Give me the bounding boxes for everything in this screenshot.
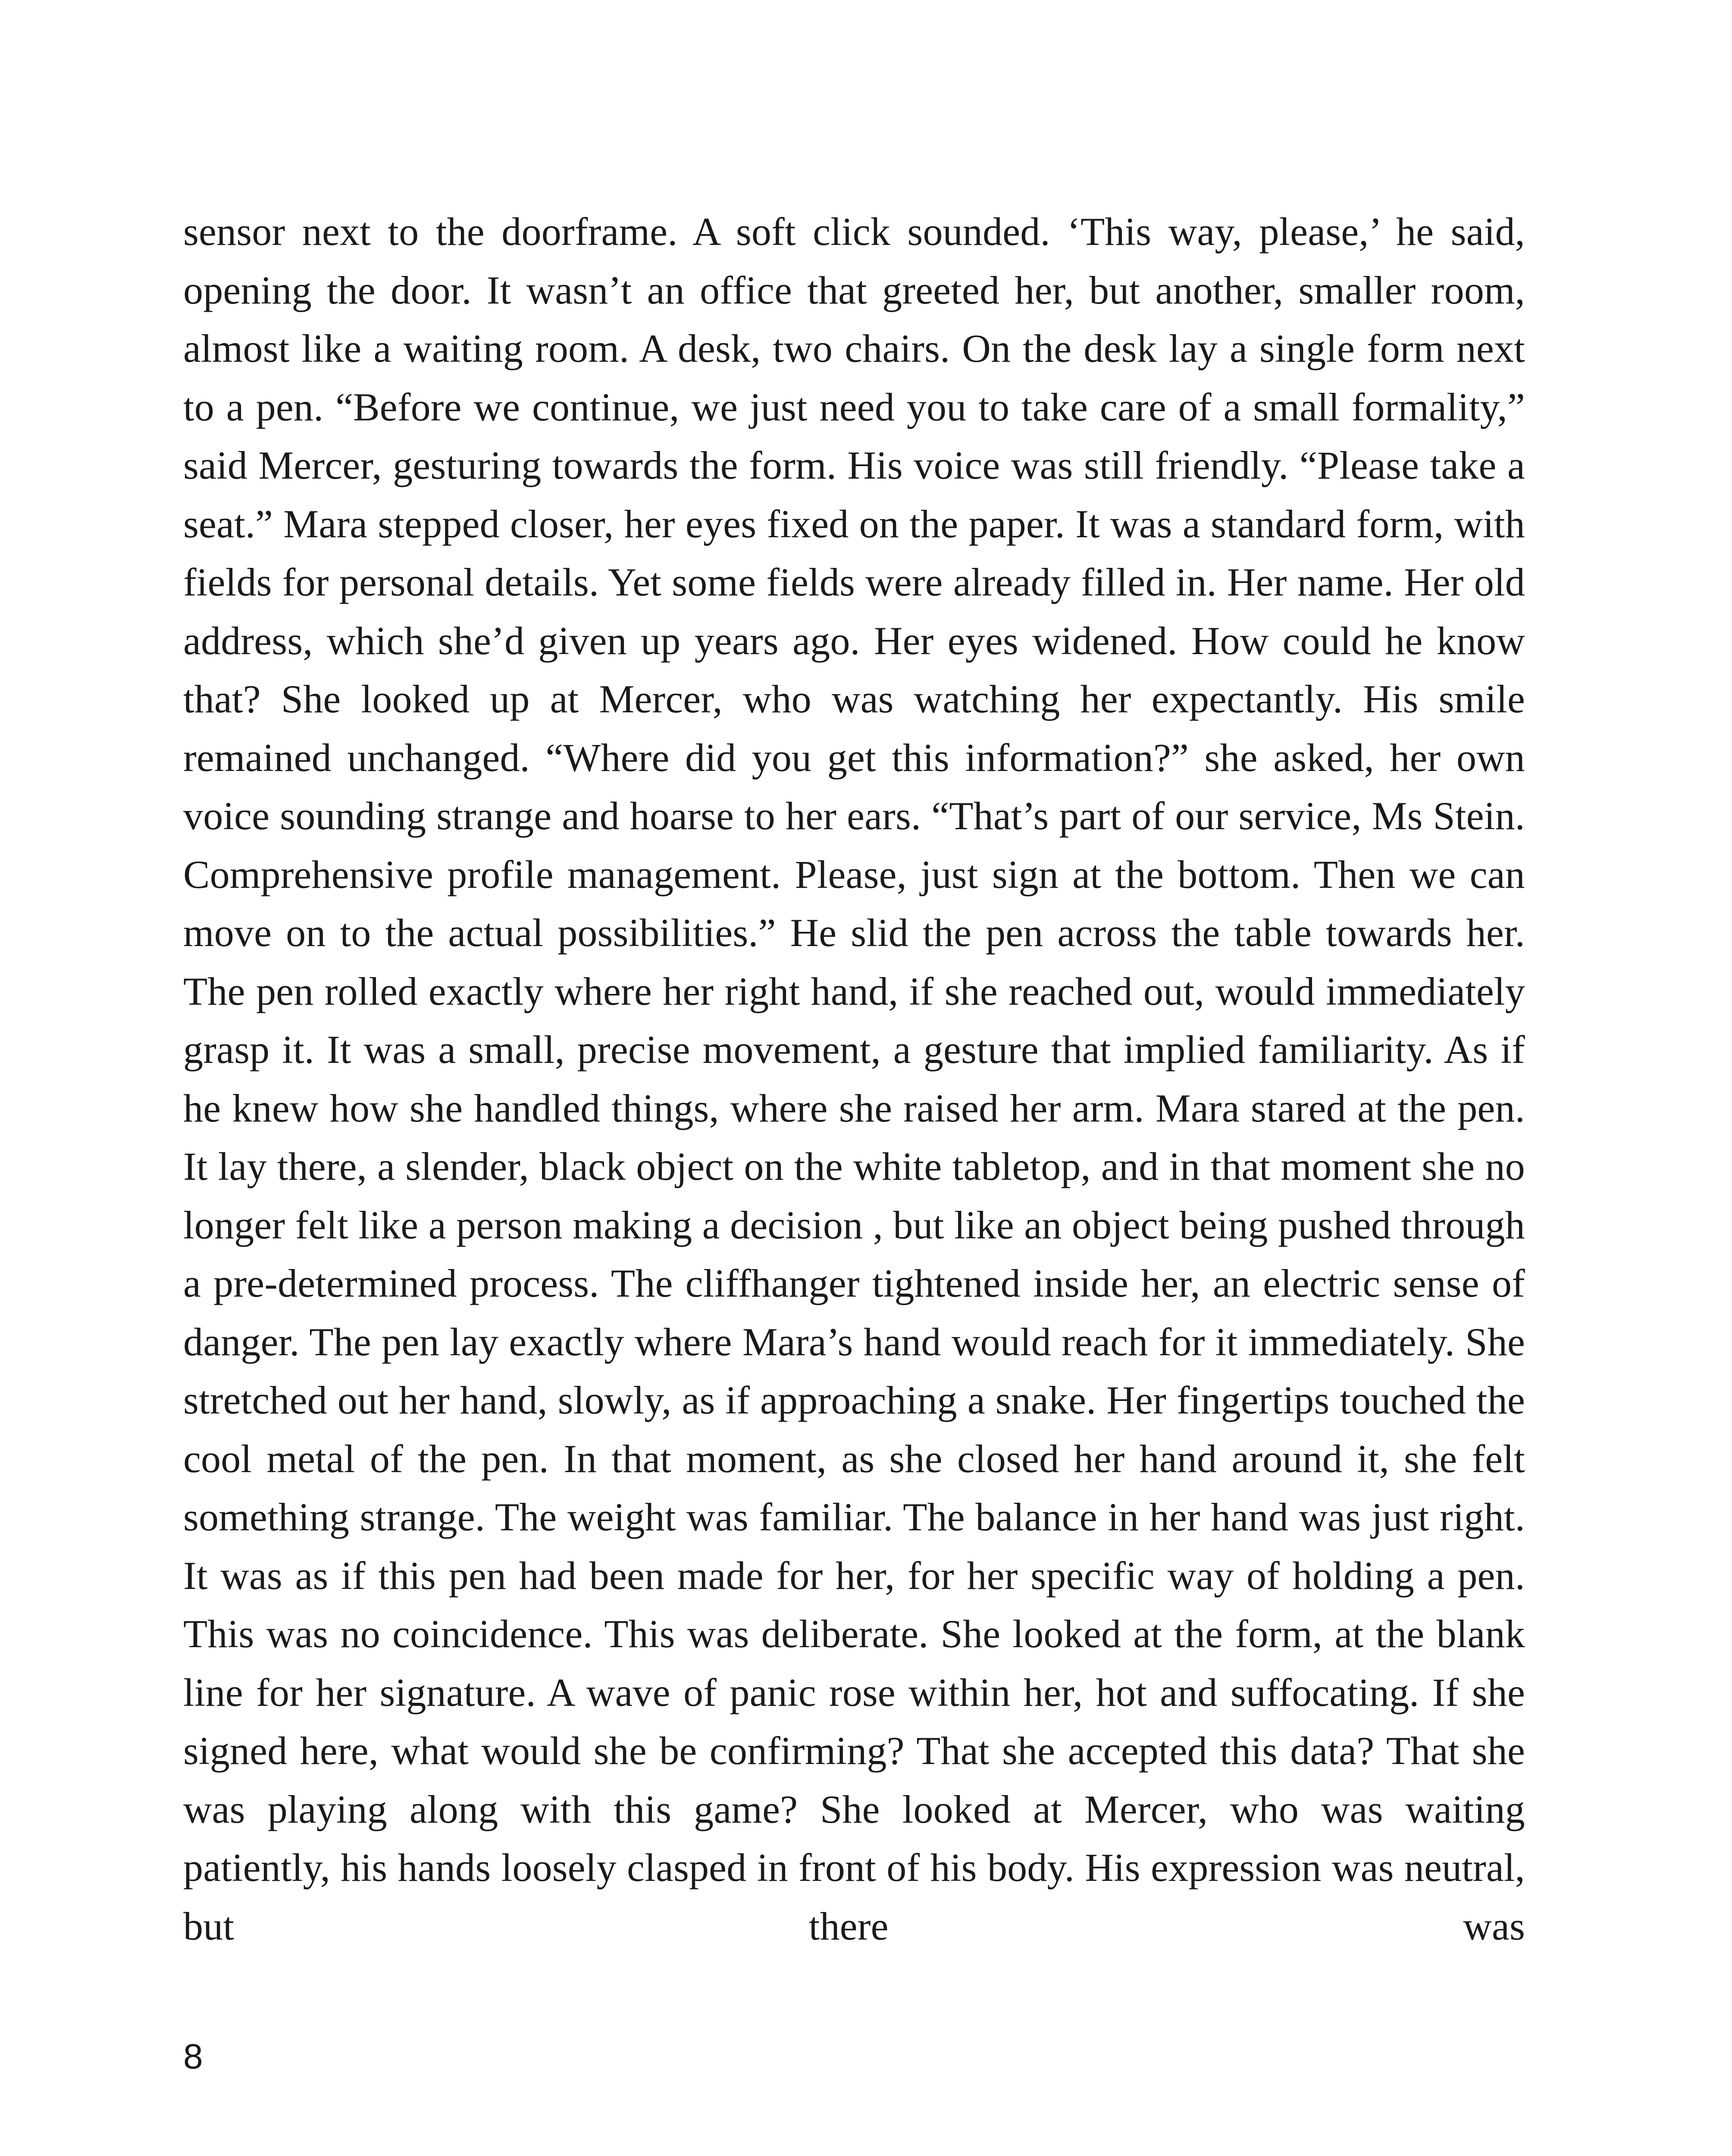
page-number: 8 <box>183 2037 203 2076</box>
body-paragraph: sensor next to the doorframe. A soft click sounded. ‘This way, please,’ he said, opening the door. It wasn’t an office that greeted her, but another, smaller room, almost like a waiting room. A desk, two chairs. On the desk lay a single form next to a pen. “Before we continue, we just need you to take care of a small formality,” said Mercer, gesturing towards the form. His voice was still friendly. “Please take a seat.” Mara stepped closer, her eyes fixed on the paper. It was a standard form, with fields for personal details. Yet some fields were already filled in. Her name. Her old address, which she’d given up years ago. Her eyes widened. How could he know that? She looked up at Mercer, who was watching her expectantly. His smile remained unchanged. “Where did you get this information?” she asked, her own voice sounding strange and hoarse to her ears. “That’s part of our service, Ms Stein. Comprehensive profile management. Please, just sign at the bottom. Then we can move on to the actual possibilities.” He slid the pen across the table towards her. The pen rolled exactly where her right hand, if she reached out, would immediately grasp it. It was a small, precise movement, a gesture that implied familiarity. As if he knew how she handled things, where she raised her arm. Mara stared at the pen. It lay there, a slender, black object on the white tabletop, and in that moment she no longer felt like a person making a decision , but like an object being pushed through a pre-determined process. The cliffhanger tightened inside her, an electric sense of danger. The pen lay exactly where Mara’s hand would reach for it immediately. She stretched out her hand, slowly, as if approaching a snake. Her fingertips touched the cool metal of the pen. In that moment, as she closed her hand around it, she felt something strange. The weight was familiar. The balance in her hand was just right. It was as if this pen had been made for her, for her specific way of holding a pen. This was no coincidence. This was deliberate. She looked at the form, at the blank line for her signature. A wave of panic rose within her, hot and suffocating. If she signed here, what would she be confirming? That she accepted this data? That she was playing along with this game? She looked at Mercer, who was waiting patiently, his hands loosely clasped in front of his body. His expression was neutral, but there was <box>183 210 1525 1948</box>
